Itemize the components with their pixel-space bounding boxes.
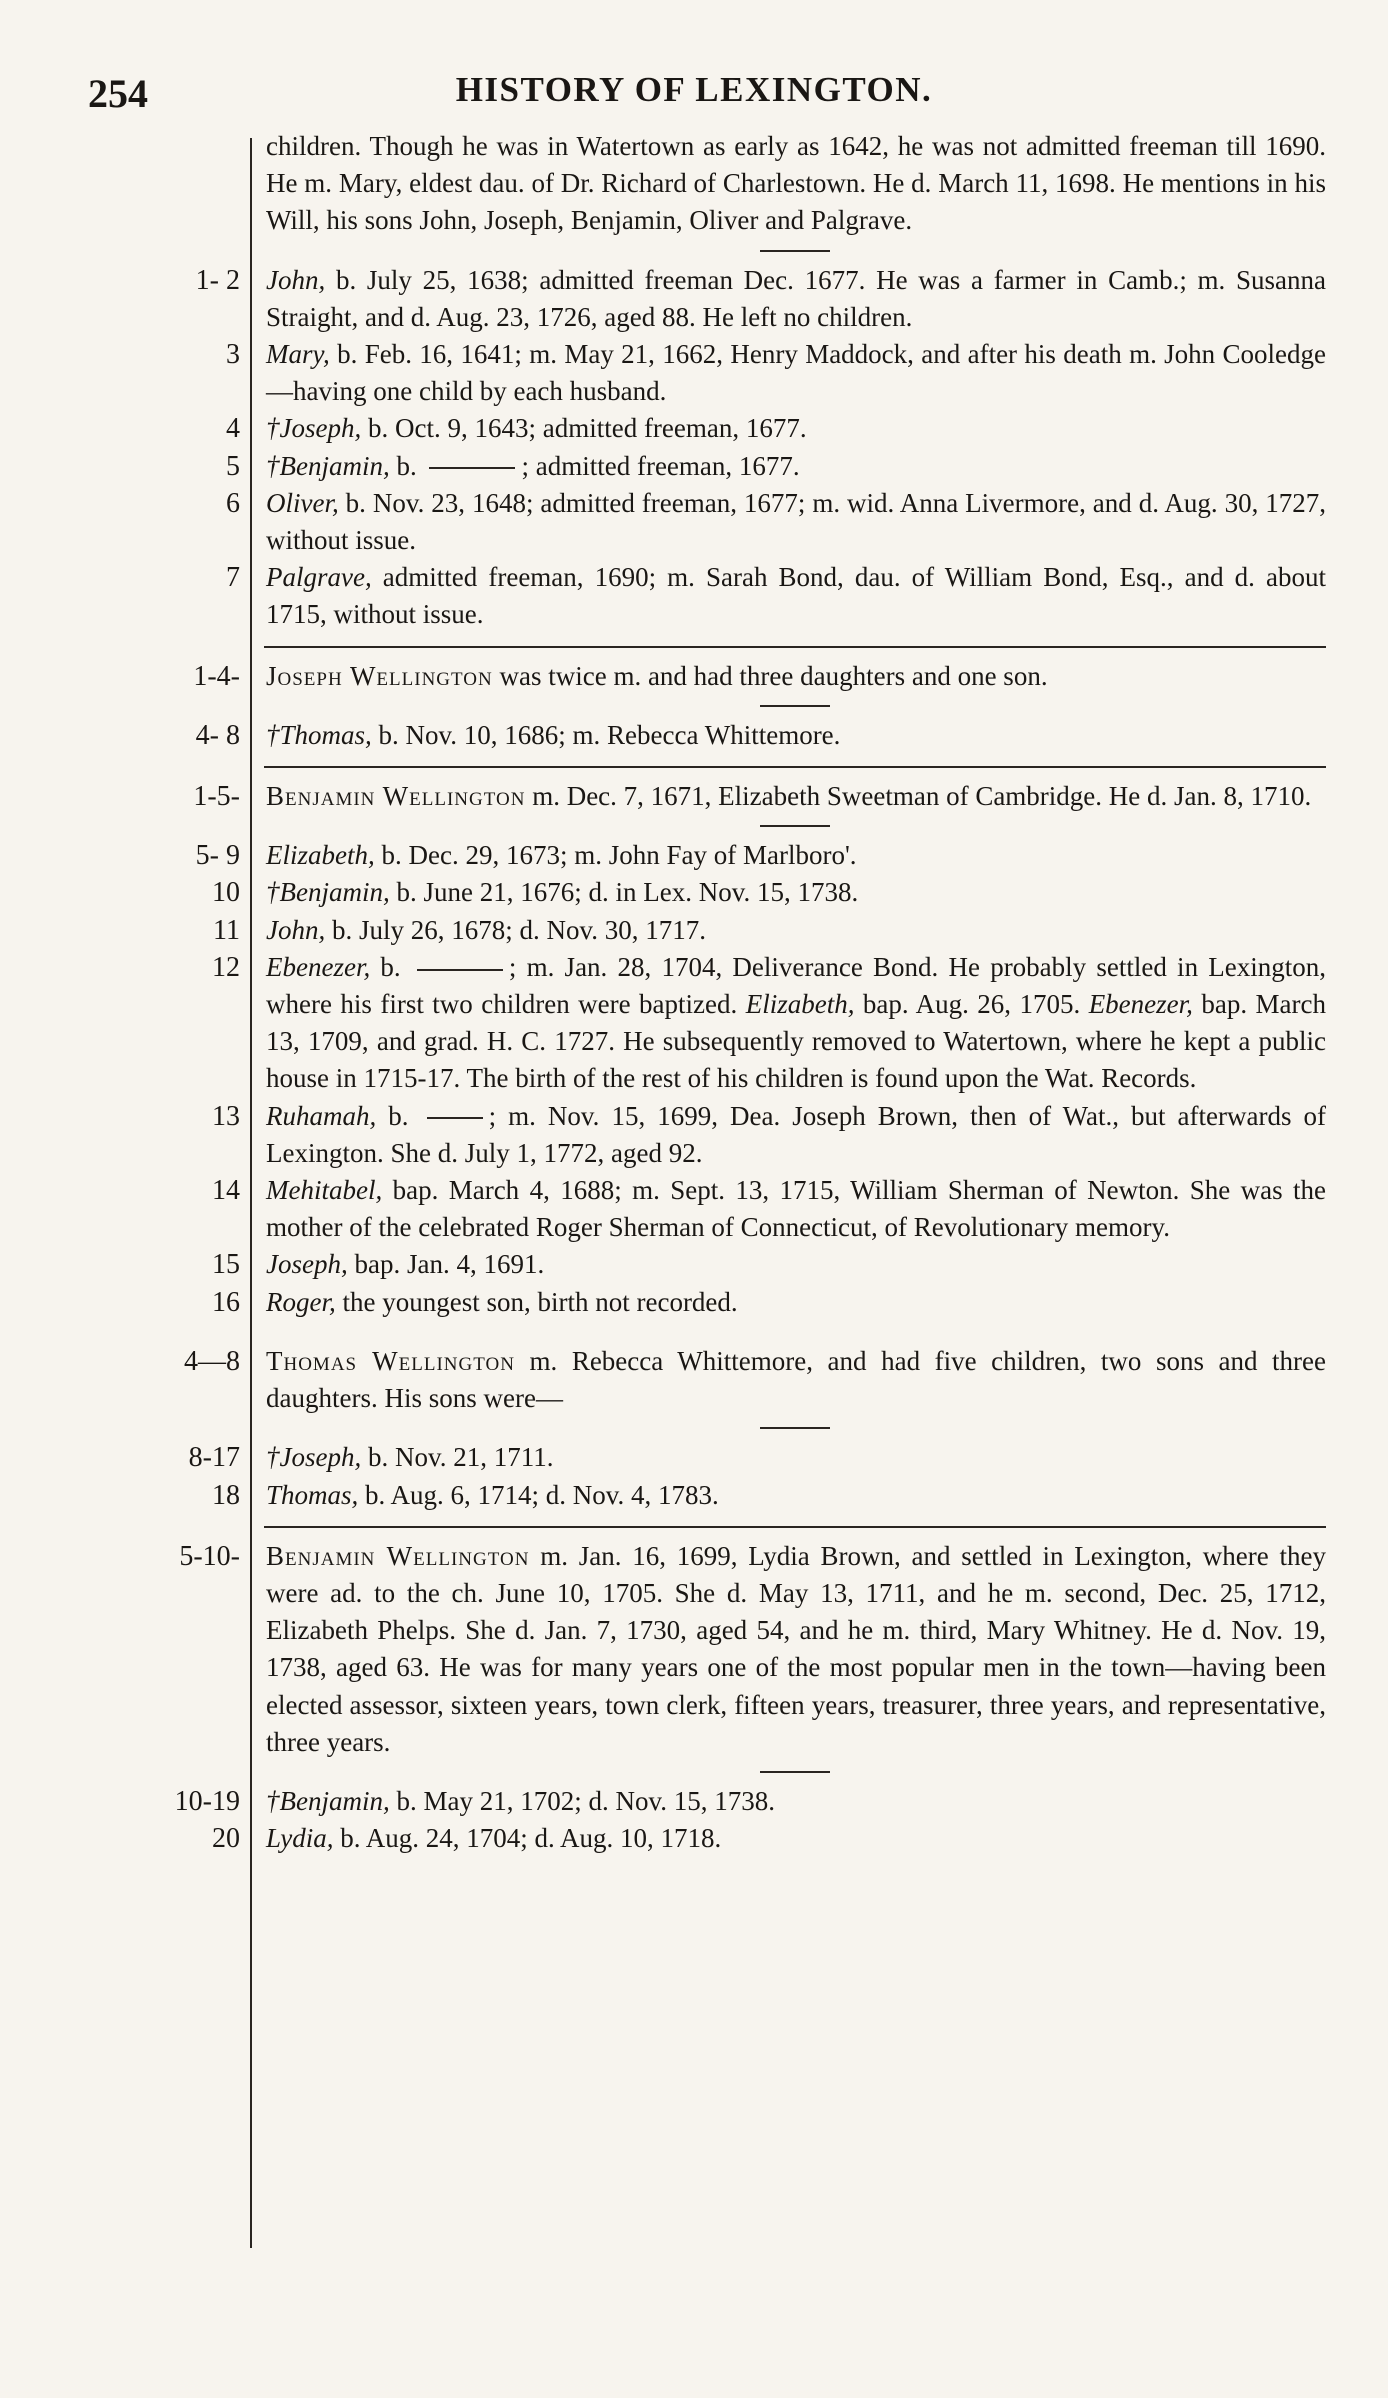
genealogy-number: 20: [212, 1823, 240, 1855]
list-item: [0, 262, 1388, 336]
child-name: Elizabeth,: [266, 840, 375, 871]
child-name: †Benjamin,: [266, 1785, 390, 1816]
list-item: 14 Mehitabel, bap. March 4, 1688; m. Sept. 13, 1715, William Sherman of Newton. She was the mother of the celebrated Roger Sherman of Connecticut, of Revolutionary memory.: [0, 1172, 1388, 1246]
blank-dash: [417, 969, 503, 971]
list-item: 13 Ruhamah, b. ; m. Nov. 15, 1699, Dea. Joseph Brown, then of Wat., but afterwards of Lexington. She d. July 1, 1772, aged 92.: [0, 1098, 1388, 1172]
genealogy-number: 5: [226, 450, 240, 482]
family-section-benjamin-2: 5-10- Benjamin Wellington m. Jan. 16, 1699, Lydia Brown, and settled in Lexington, where they were ad. to the ch. June 10, 1705. She d. May 13, 1711, and he m. second, Dec. 25, 1712, Elizabeth Phelps. She d. Jan. 7, 1730, aged 54, and he m. third, Mary Whitney. He d. Nov. 19, 1738, aged 63. He was for many years one of the most popular men in the town—having been elected assessor, sixteen years, town clerk, fifteen years, treasurer, three years, and representative, three years.: [0, 1538, 1388, 1761]
genealogy-number: 7: [226, 562, 240, 594]
genealogy-number: 10-19: [174, 1785, 240, 1817]
child-name: Oliver,: [266, 487, 339, 518]
child-name: Mehitabel,: [266, 1175, 383, 1206]
page-body: [0, 128, 1388, 1857]
blank-dash: [427, 1117, 483, 1119]
list-item: [0, 336, 1388, 410]
child-name: John,: [266, 914, 326, 945]
child-name: †Thomas,: [266, 719, 372, 750]
genealogy-number: 10: [212, 877, 240, 909]
list-item: 5 †Benjamin, b. ; admitted freeman, 1677.: [0, 448, 1388, 485]
genealogy-number: 5- 9: [195, 840, 240, 872]
list-item: 10-19 †Benjamin, b. May 21, 1702; d. Nov. 15, 1738.: [0, 1783, 1388, 1820]
genealogy-number: 6: [226, 487, 240, 519]
family-section-benjamin: 1-5- Benjamin Wellington m. Dec. 7, 1671, Elizabeth Sweetman of Cambridge. He d. Jan. 8, 1710.: [0, 778, 1388, 815]
page-number: 254: [88, 71, 148, 116]
child-text: b. July 25, 1638; admitted freeman Dec. 1677. He was a farmer in Camb.; m. Susanna Straight, and d. Aug. 23, 1726, aged 88. He left no children.: [266, 264, 1326, 332]
genealogy-number: 8-17: [188, 1442, 240, 1474]
genealogy-number: 4- 8: [195, 719, 240, 751]
genealogy-number: 15: [212, 1249, 240, 1281]
separator-short: [760, 1427, 830, 1429]
separator-short: [760, 1771, 830, 1773]
child-name: Mary,: [266, 339, 330, 370]
family-head-name: Benjamin Wellington: [266, 1540, 530, 1571]
genealogy-number: 1- 2: [195, 264, 240, 296]
blank-dash: [429, 467, 515, 469]
separator-long: [264, 766, 1326, 768]
separator-short: [760, 250, 830, 252]
child-text: b. Oct. 9, 1643; admitted freeman, 1677.: [361, 413, 807, 444]
child-text: admitted freeman, 1690; m. Sarah Bond, dau. of William Bond, Esq., and d. about 1715, without issue.: [266, 562, 1326, 630]
child-name: †Joseph,: [266, 413, 362, 444]
child-text: b. Nov. 23, 1648; admitted freeman, 1677; m. wid. Anna Livermore, and d. Aug. 30, 1727, without issue.: [266, 487, 1326, 556]
genealogy-number: 18: [212, 1479, 240, 1511]
separator-short: [760, 825, 830, 827]
child-name: Thomas,: [266, 1479, 359, 1510]
child-name: Joseph,: [266, 1249, 348, 1280]
running-title: HISTORY OF LEXINGTON.: [455, 70, 933, 109]
family-section-thomas: 4—8 Thomas Wellington m. Rebecca Whittemore, and had five children, two sons and three daughters. His sons were—: [0, 1343, 1388, 1417]
child-name: Palgrave,: [266, 562, 372, 593]
list-item: [0, 559, 1388, 633]
family-head-name: Thomas Wellington: [266, 1345, 515, 1376]
separator-long: [264, 1526, 1326, 1528]
child-name: †Benjamin,: [266, 450, 390, 481]
child-name: †Joseph,: [266, 1442, 362, 1473]
genealogy-number: 1-4-: [193, 660, 240, 692]
family-section-joseph: 1-4- Joseph Wellington was twice m. and had three daughters and one son.: [0, 658, 1388, 695]
list-item: 10 †Benjamin, b. June 21, 1676; d. in Lex. Nov. 15, 1738.: [0, 874, 1388, 911]
child-name: John,: [266, 264, 326, 295]
list-item: [0, 410, 1388, 447]
list-item: [0, 717, 1388, 754]
list-item: 15 Joseph, bap. Jan. 4, 1691.: [0, 1246, 1388, 1283]
child-text: b. Nov. 10, 1686; m. Rebecca Whittemore.: [371, 719, 841, 750]
child-name: Ruhamah,: [266, 1100, 377, 1131]
list-item: 11 John, b. July 26, 1678; d. Nov. 30, 1717.: [0, 912, 1388, 949]
genealogy-number: 16: [212, 1286, 240, 1318]
child-name: Roger,: [266, 1286, 336, 1317]
genealogy-number: 14: [212, 1175, 240, 1207]
list-item: 18 Thomas, b. Aug. 6, 1714; d. Nov. 4, 1783.: [0, 1477, 1388, 1514]
genealogy-number: 12: [212, 951, 240, 983]
list-item: 16 Roger, the youngest son, birth not recorded.: [0, 1284, 1388, 1321]
list-item: 5- 9 Elizabeth, b. Dec. 29, 1673; m. John Fay of Marlboro'.: [0, 837, 1388, 874]
list-item: 12 Ebenezer, b. ; m. Jan. 28, 1704, Deliverance Bond. He probably settled in Lexington, where his first two children were baptized. Elizabeth, bap. Aug. 26, 1705. Ebenezer, bap. March 13, 1709, and grad. H. C. 1727. He subsequently removed to Watertown, where he kept a public house in 1715-17. The birth of the rest of his children is found upon the Wat. Records.: [0, 949, 1388, 1098]
separator-long: [264, 646, 1326, 648]
child-name: Ebenezer,: [266, 951, 371, 982]
child-text: b. Feb. 16, 1641; m. May 21, 1662, Henry Maddock, and after his death m. John Cooledge—having one child by each husband.: [266, 339, 1326, 407]
genealogy-number: 4—8: [184, 1345, 240, 1377]
family-head-name: Joseph Wellington: [266, 660, 493, 691]
family-head-name: Benjamin Wellington: [266, 781, 526, 812]
genealogy-number: 1-5-: [193, 781, 240, 813]
list-item: [0, 485, 1388, 559]
child-name: Lydia,: [266, 1823, 334, 1854]
genealogy-number: 11: [213, 914, 240, 946]
genealogy-number: 3: [226, 339, 240, 371]
list-item: 20 Lydia, b. Aug. 24, 1704; d. Aug. 10, 1718.: [0, 1820, 1388, 1857]
list-item: 8-17 †Joseph, b. Nov. 21, 1711.: [0, 1439, 1388, 1476]
genealogy-number: 13: [212, 1100, 240, 1132]
genealogy-number: 5-10-: [179, 1540, 240, 1572]
intro-paragraph: children. Though he was in Watertown as early as 1642, he was not admitted freeman till 1690. He m. Mary, eldest dau. of Dr. Richard of Charlestown. He d. March 11, 1698. He mentions in his Will, his sons John, Joseph, Benjamin, Oliver and Palgrave.: [266, 131, 1326, 236]
child-name: †Benjamin,: [266, 877, 390, 908]
separator-short: [760, 705, 830, 707]
genealogy-number: 4: [226, 413, 240, 445]
